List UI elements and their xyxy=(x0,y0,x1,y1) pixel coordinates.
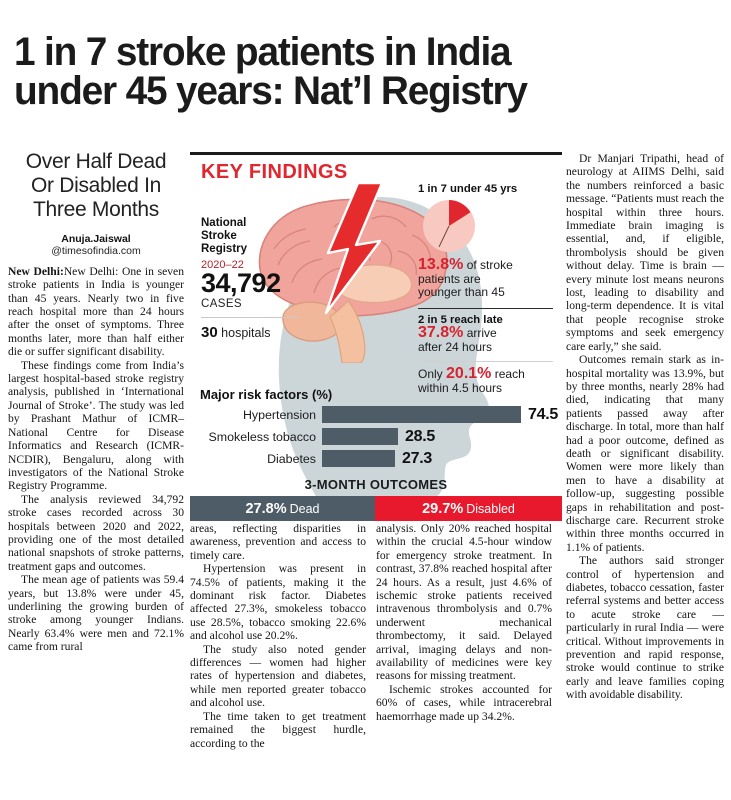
outcomes-title: 3-MONTH OUTCOMES xyxy=(304,477,448,492)
paragraph: These findings come from India’s largest hospital-based stroke registry analysis, published in ‘International Journal of Stroke’. The study was led by Prashant Mathur of ICMR–National Centre for Disease Informatics and Research (ICMR-NCDIR), Bengaluru, along with investigators of the National Stroke Registry Programme. xyxy=(8,358,184,493)
registry-cases-value: 34,792 xyxy=(201,268,281,298)
article-body-left xyxy=(8,265,184,654)
paragraph: Ischemic strokes accounted for 60% of cases, while intracerebral haemorrhage made up 34.2%. xyxy=(376,682,552,723)
paragraph: Outcomes remain stark as in-hospital mortality was 13.9%, but by three months, nearly 28% had died, indicating that many patients passed away after discharge. In total, more than half had a poor outcome, defined as death or significant disability. Women were more likely than men to have a disability at follow-up, suggesting possible gaps in rehabilitation and post-discharge care. Recurrent stroke within three months occurred in 1.1% of patients. xyxy=(566,353,724,554)
paragraph: The time taken to get treatment remained the biggest hurdle, according to the xyxy=(190,709,366,750)
column-bottom-left xyxy=(190,522,366,750)
bar-fill xyxy=(322,450,395,467)
registry-name-line3: Registry xyxy=(201,243,248,255)
bar-label: Smokeless tobacco xyxy=(208,429,316,444)
bar-label: Diabetes xyxy=(267,451,316,466)
pie-chart-under-45 xyxy=(422,199,476,253)
article-body-bottom-mid xyxy=(376,522,552,723)
paragraph: Dr Manjari Tripathi, head of neurology at AIIMS Delhi, said the numbers reinforced a basic message. “Patients must reach the hospital within three hours. Immediate brain imaging is essential, and, if eligible, thrombolysis should be given without delay. Time is brain — every minute lost means neurons lost, leading to disability and long-term dependence. It is vital that people recognise stroke symptoms and seek emergency care early,” she said. xyxy=(566,152,724,353)
outcomes-stacked-bar xyxy=(190,496,562,521)
outcome-dead-label: Dead xyxy=(289,501,320,516)
pie-caption xyxy=(418,258,553,300)
byline-author: Anuja.Jaiswal xyxy=(61,232,131,245)
bar-fill xyxy=(322,406,521,423)
registry-hospitals-label: hospitals xyxy=(221,326,271,340)
window-suffix: reach xyxy=(494,366,525,381)
divider xyxy=(418,361,553,362)
paragraph: The study also noted gender differences — women had higher rates of hypertension and diabetes, while men reported greater tobacco and alcohol use. xyxy=(190,642,366,710)
bar-row xyxy=(190,449,562,468)
headline-line-1: 1 in 7 stroke patients in India xyxy=(14,29,511,74)
late-heading: 2 in 5 reach late xyxy=(418,313,503,326)
late-caption xyxy=(418,323,553,354)
article-body-right xyxy=(566,152,724,702)
registry-summary xyxy=(201,217,306,341)
outcome-disabled-label: Disabled xyxy=(466,501,515,516)
paragraph: The mean age of patients was 59.4 years, but 13.8% were under 45, underlining the growing burden of stroke among younger Indians. Nearly 63.4% were men and 72.1% came from rural xyxy=(8,573,184,654)
paragraph: areas, reflecting disparities in awareness, prevention and access to timely care. xyxy=(190,522,366,562)
late-caption-line1: arrive xyxy=(466,325,497,340)
window-caption-line2: within 4.5 hours xyxy=(418,380,503,395)
pie-caption-line2: patients are xyxy=(418,271,481,286)
infographic-title: KEY FINDINGS xyxy=(201,161,348,183)
registry-name-line1: National xyxy=(201,217,247,229)
bar-value: 74.5 xyxy=(528,405,558,423)
stats-stack xyxy=(418,183,553,395)
bar-value: 28.5 xyxy=(405,427,435,445)
column-bottom-mid xyxy=(376,522,552,723)
registry-name-line2: Stroke xyxy=(201,230,237,242)
byline-email[interactable]: @timesofindia.com xyxy=(51,244,141,257)
registry-period: 2020–22 xyxy=(201,259,244,271)
window-percent: 20.1% xyxy=(446,364,492,382)
risk-factors-chart xyxy=(190,387,562,521)
dateline: New Delhi: xyxy=(8,264,64,278)
registry-hospitals xyxy=(201,324,306,341)
key-findings-infographic xyxy=(190,152,562,521)
article-body-bottom-left xyxy=(190,522,366,750)
column-left xyxy=(8,150,184,654)
paragraph: The analysis reviewed 34,792 stroke cases recorded across 30 hospitals between 2020 and 2022, providing one of the most detailed national snapshots of stroke patterns, treatment gaps and outcomes. xyxy=(8,492,184,573)
bar-label: Hypertension xyxy=(242,407,316,422)
kicker-subhead: Over Half Dead Or Disabled In Three Months xyxy=(25,150,167,221)
window-prefix: Only xyxy=(418,366,443,381)
headline-line-2: under 45 years: Nat’l Registry xyxy=(14,68,527,113)
pie-chart-block xyxy=(418,198,553,256)
paragraph: The authors said stronger control of hypertension and diabetes, tobacco cessation, faster referral systems and better access to acute stroke care — particularly in rural India — were critical. Without improvements in prevention and rapid response, stroke would continue to strike early and leave families coping with avoidable disability. xyxy=(566,554,724,702)
pie-percent: 13.8% xyxy=(418,256,464,273)
outcome-disabled-segment xyxy=(375,496,562,521)
registry-hospitals-value: 30 xyxy=(201,324,218,341)
bar-value: 27.3 xyxy=(402,449,432,467)
bar-row xyxy=(190,427,562,446)
bar-fill xyxy=(322,428,398,445)
outcome-dead-percent: 27.8% xyxy=(245,500,287,517)
pie-heading: 1 in 7 under 45 yrs xyxy=(418,183,518,195)
divider xyxy=(418,308,553,309)
paragraph xyxy=(8,265,184,359)
pie-caption-line3: younger than 45 xyxy=(418,285,505,300)
paragraph: analysis. Only 20% reached hospital within the crucial 4.5-hour window for emergency stroke treatment. In contrast, 37.8% reached hospital after 24 hours. As a result, just 4.6% of ischemic stroke patients received intravenous thrombolysis and 0.7% underwent mechanical thrombectomy, it said. Delayed arrival, imaging delays and non-availability of medicines were key reasons for missing treatment. xyxy=(376,522,552,683)
divider xyxy=(201,317,299,318)
paragraph-text: New Delhi: One in seven stroke patients in India is younger than 45 years. Nearly two in five reach hospital more than 24 hours after the onset of symptoms. Three months later, more than half either die or suffer significant disability. xyxy=(8,264,184,359)
risk-chart-title: Major risk factors (%) xyxy=(200,387,333,402)
outcome-disabled-percent: 29.7% xyxy=(422,500,464,517)
bar-row xyxy=(190,405,562,424)
registry-cases-label: CASES xyxy=(201,298,242,310)
column-right xyxy=(566,152,724,702)
outcome-dead-segment xyxy=(190,496,375,521)
late-caption-line2: after 24 hours xyxy=(418,339,493,354)
late-percent: 37.8% xyxy=(418,323,464,341)
pie-caption-line1: of stroke xyxy=(466,258,513,272)
page-title xyxy=(14,29,699,113)
paragraph: Hypertension was present in 74.5% of patients, making it the dominant risk factor. Diabetes affected 27.3%, smokeless tobacco use 28.5%, tobacco smoking 22.6% and alcohol use 20.2%. xyxy=(190,562,366,643)
